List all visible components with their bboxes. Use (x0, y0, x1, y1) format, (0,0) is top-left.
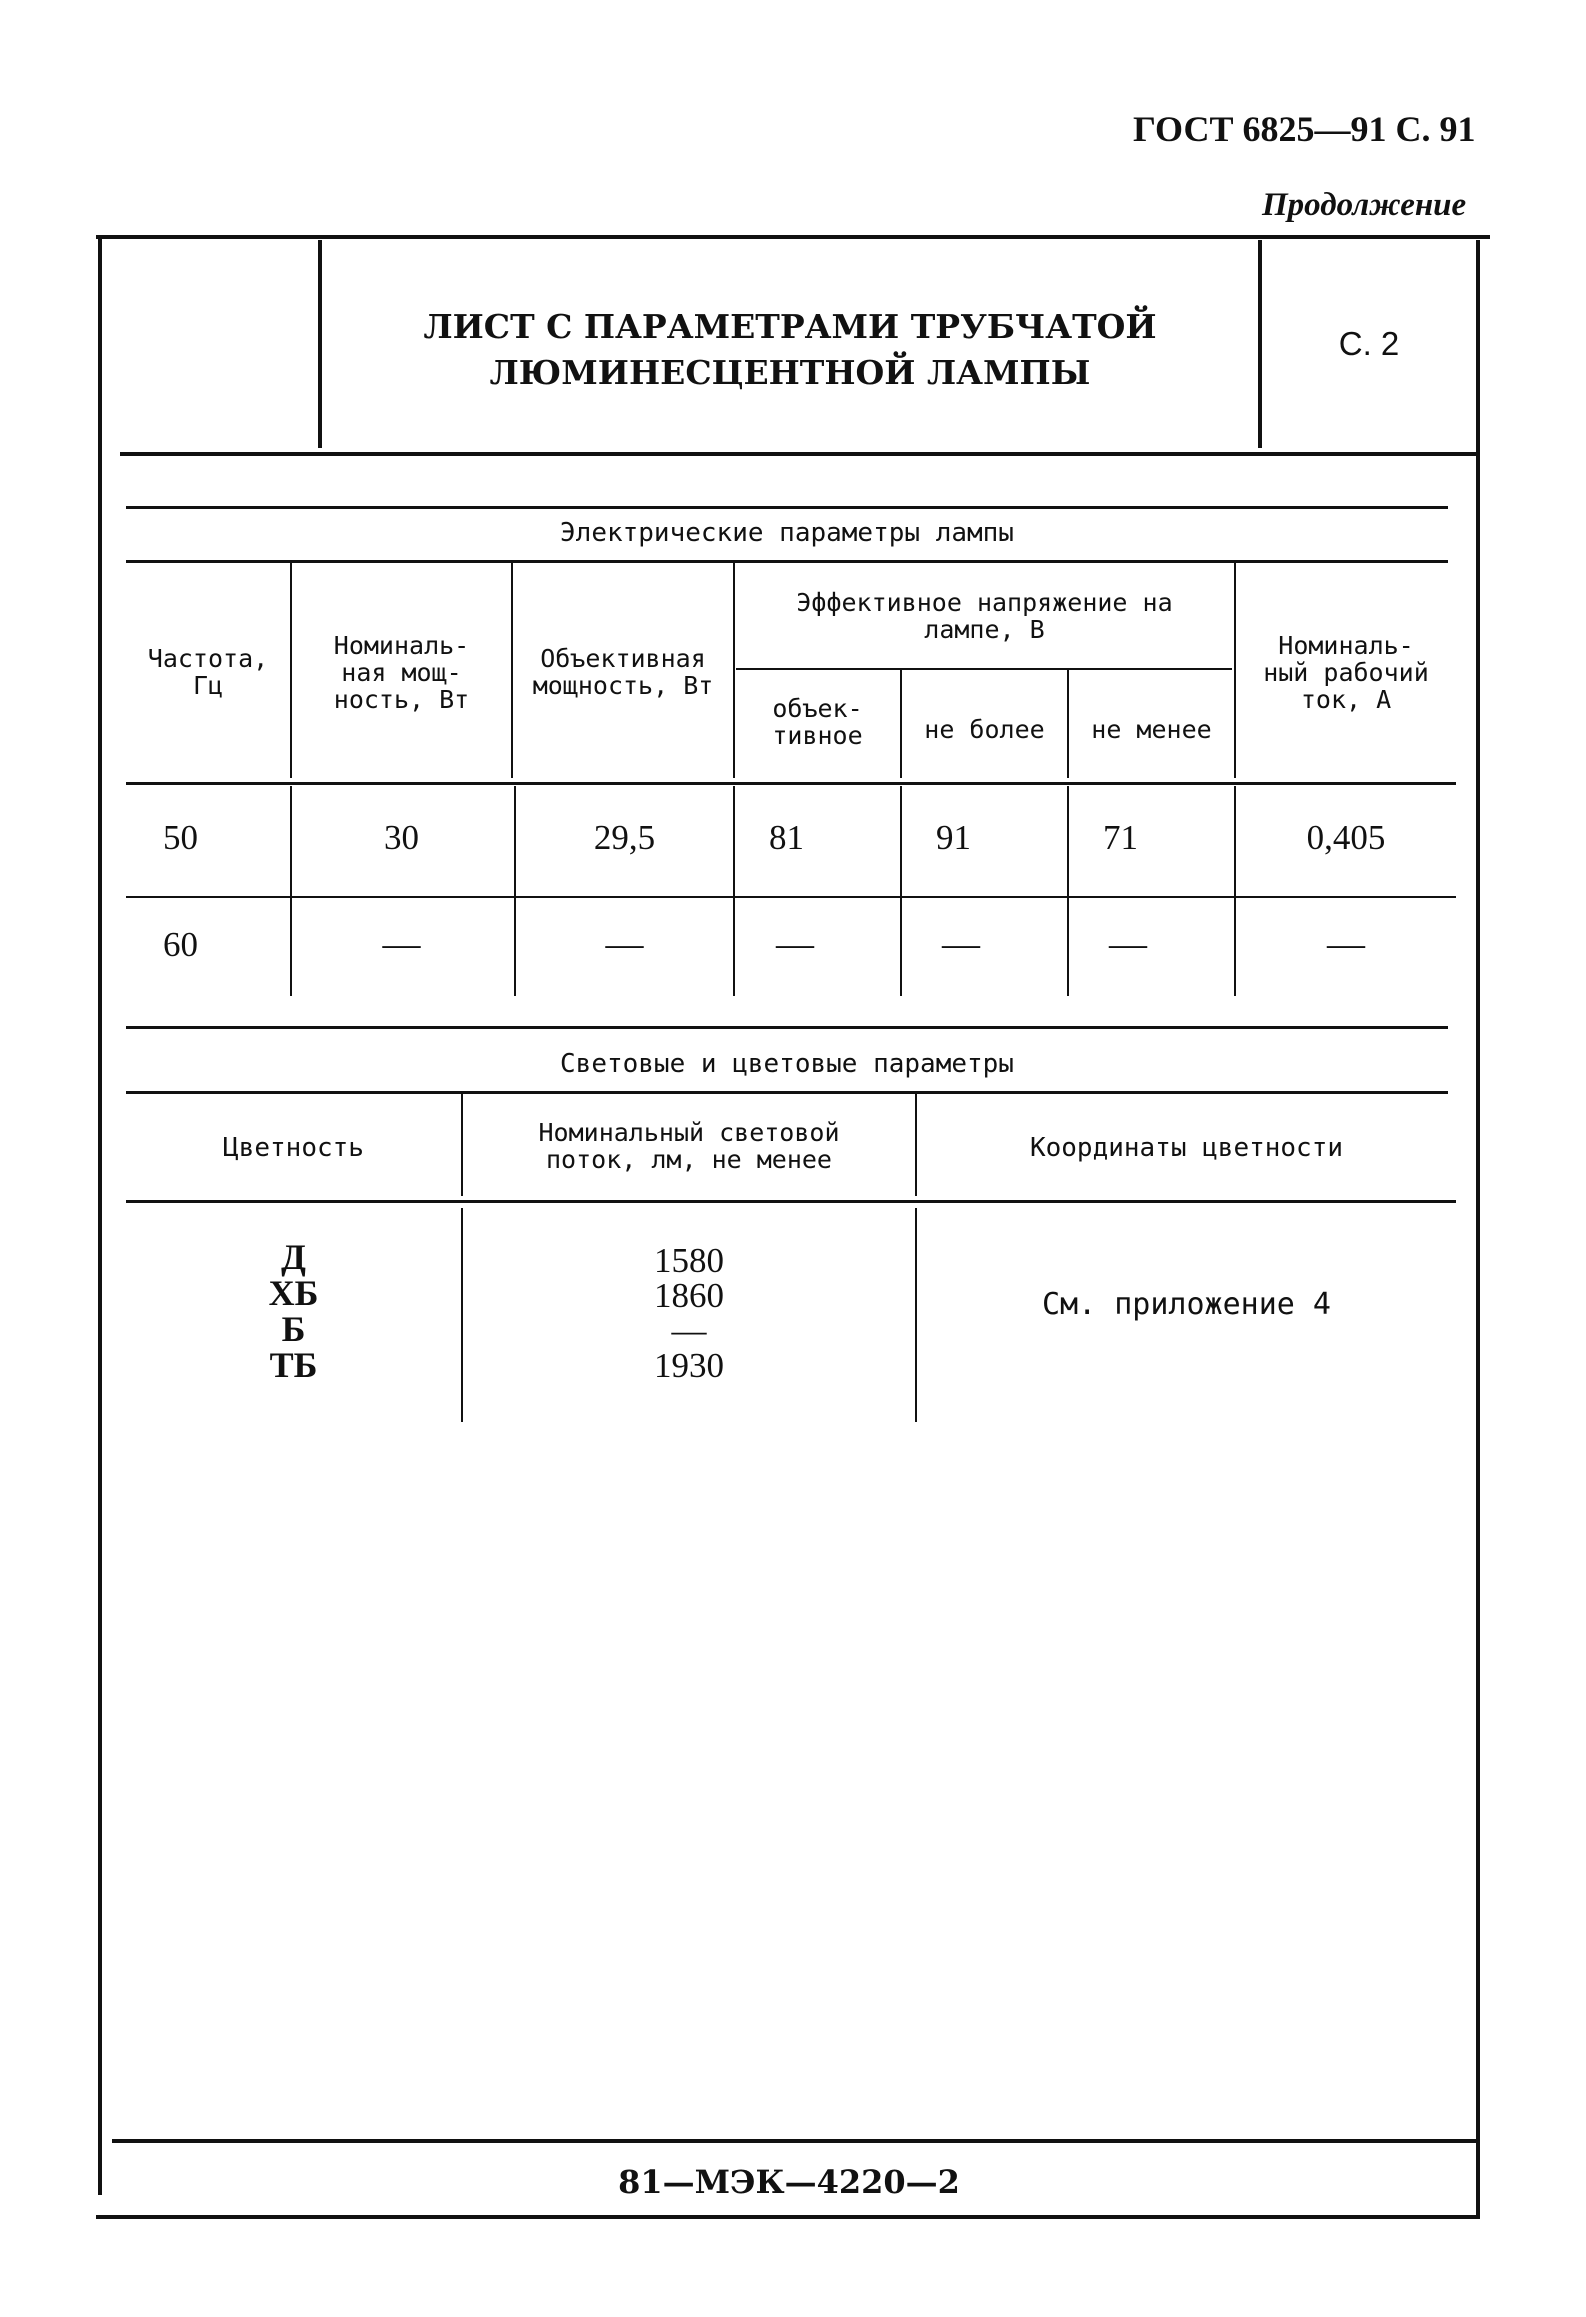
sheet-title-line-2: ЛЮМИНЕСЦЕНТНОЙ ЛАМПЫ (489, 353, 1091, 392)
cell-nominal-current: — (1327, 923, 1365, 965)
header-voltage-min: не менее (1091, 715, 1212, 744)
header-luminous-flux: Номинальный световой поток, лм, не менее (538, 1118, 840, 1174)
cell-nominal-current: 0,405 (1306, 818, 1386, 857)
cell-voltage-objective: 81 (769, 818, 804, 857)
cell-frequency: 50 (163, 818, 198, 857)
list-item: 1580 (654, 1241, 724, 1280)
cell-nominal-power: 30 (384, 818, 419, 857)
sheet-code: 81—МЭК—4220—2 (618, 2163, 960, 2201)
header-voltage-objective: объек- тивное (772, 694, 863, 750)
cell-objective-power: — (605, 923, 644, 965)
list-item: — (671, 1311, 707, 1350)
color-coordinates-value: См. приложение 4 (1042, 1287, 1331, 1322)
header-objective-power: Объективная мощность, Вт (532, 644, 714, 700)
list-item: 1930 (654, 1346, 724, 1385)
header-effective-voltage: Эффективное напряжение на лампе, В (796, 588, 1173, 644)
electrical-section-title: Электрические параметры лампы (560, 518, 1014, 548)
cell-nominal-power: — (382, 923, 421, 965)
list-item: Б (281, 1309, 306, 1349)
header-frequency: Частота, Гц (147, 644, 269, 700)
color-list (126, 1239, 461, 1383)
sheet-title-line-1: ЛИСТ С ПАРАМЕТРАМИ ТРУБЧАТОЙ (423, 307, 1157, 346)
list-item: ТБ (269, 1345, 318, 1385)
document-reference: ГОСТ 6825—91 С. 91 (1133, 109, 1476, 149)
header-color: Цветность (223, 1133, 364, 1163)
list-item: Д (281, 1237, 306, 1277)
list-item: ХБ (268, 1273, 319, 1313)
sheet-title (322, 304, 1258, 396)
header-color-coordinates: Координаты цветности (1029, 1133, 1344, 1163)
header-nominal-power: Номиналь- ная мощ- ность, Вт (333, 631, 470, 714)
cell-voltage-min: — (1109, 923, 1147, 965)
cell-voltage-max: — (942, 923, 980, 965)
cell-objective-power: 29,5 (593, 818, 656, 857)
sheet-page-label: С. 2 (1338, 325, 1400, 362)
continuation-label: Продолжение (1262, 187, 1467, 223)
cell-voltage-min: 71 (1103, 818, 1138, 857)
cell-frequency: 60 (163, 925, 198, 964)
cell-voltage-max: 91 (936, 818, 971, 857)
cell-voltage-objective: — (776, 923, 814, 965)
header-voltage-max: не более (924, 715, 1045, 744)
list-item: 1860 (654, 1276, 724, 1315)
header-nominal-current: Номиналь- ный рабочий ток, А (1263, 631, 1429, 714)
flux-list (463, 1243, 915, 1383)
light-section-title: Световые и цветовые параметры (560, 1049, 1014, 1079)
